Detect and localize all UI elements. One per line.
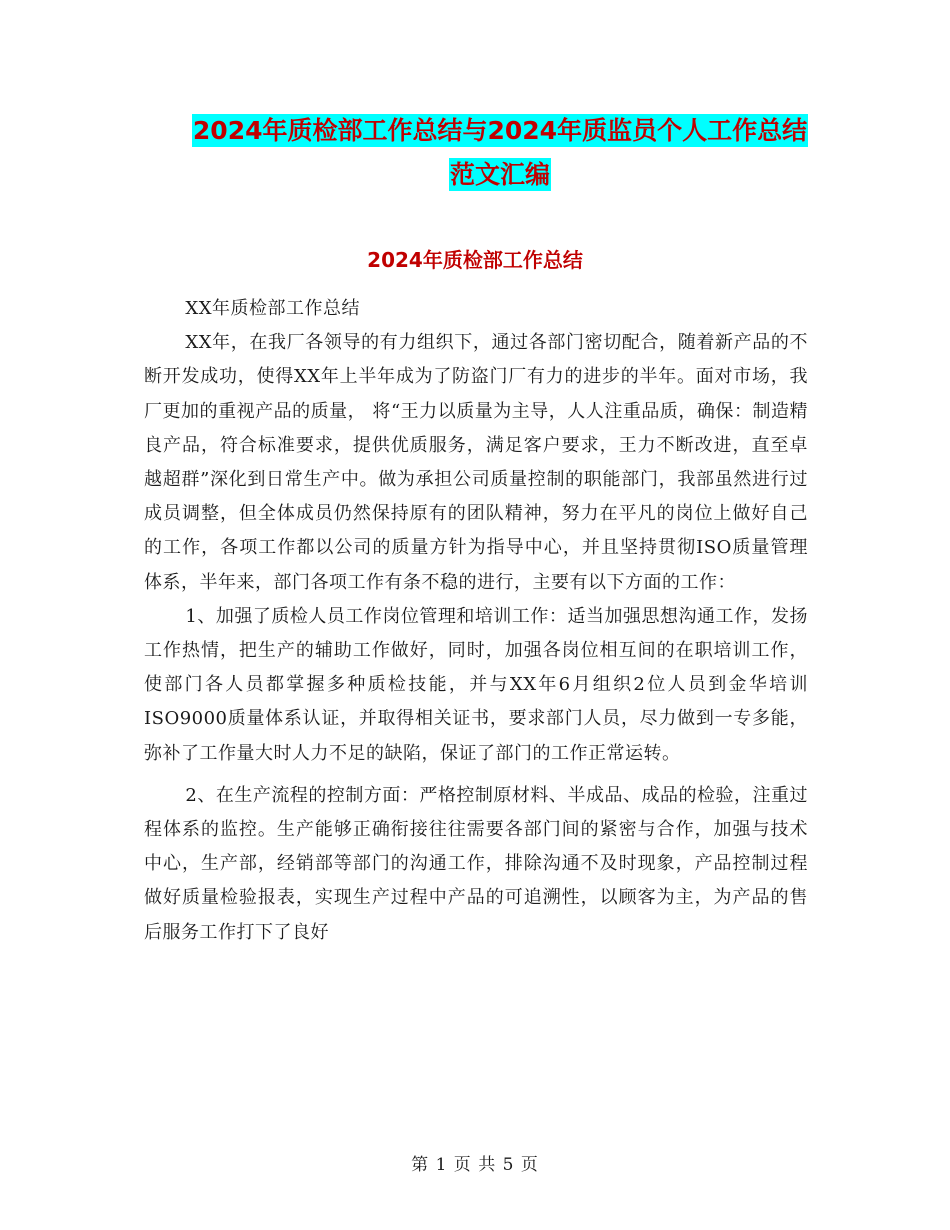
- document-body: [144, 292, 808, 950]
- paragraph-intro: XX年，在我厂各领导的有力组织下，通过各部门密切配合，随着新产品的不断开发成功，使得XX年上半年成为了防盗门厂有力的进步的半年。面对市场，我厂更加的重视产品的质量， 将“王力以质量为主导，人人注重品质，确保：制造精良产品，符合标准要求，提供优质服务，满足客户要求，王力不断改进，直至卓越超群”深化到日常生产中。做为承担公司质量控制的职能部门，我部虽然进行过成员调整，但全体成员仍然保持原有的团队精神，努力在平凡的岗位上做好自己的工作，各项工作都以公司的质量方针为指导中心，并且坚持贯彻ISO质量管理体系，半年来，部门各项工作有条不稳的进行，主要有以下方面的工作：: [144, 332, 808, 593]
- document-title-line2: [140, 154, 860, 196]
- paragraph-subtitle: XX年质检部工作总结: [185, 298, 361, 319]
- title-highlight: 范文汇编: [449, 160, 550, 189]
- document-title-line1: [140, 110, 860, 152]
- section-heading: 2024年质检部工作总结: [367, 248, 583, 272]
- title-highlight: 2024年质检部工作总结与2024年质监员个人工作总结: [192, 116, 808, 145]
- paragraph-item-2: 2、在生产流程的控制方面：严格控制原材料、半成品、成品的检验，注重过程体系的监控。生产能够正确衔接往往需要各部门间的紧密与合作，加强与技术中心，生产部，经销部等部门的沟通工作，排除沟通不及时现象，产品控制过程做好质量检验报表，实现生产过程中产品的可追溯性，以顾客为主，为产品的售后服务工作打下了良好: [144, 784, 808, 943]
- paragraph-item-1: 1、加强了质检人员工作岗位管理和培训工作：适当加强思想沟通工作，发扬工作热情，把生产的辅助工作做好，同时，加强各岗位相互间的在职培训工作，使部门各人员都掌握多种质检技能，并与XX年6月组织2位人员到金华培训ISO9000质量体系认证，并取得相关证书，要求部门人员，尽力做到一专多能，弥补了工作量大时人力不足的缺陷，保证了部门的工作正常运转。: [144, 605, 808, 764]
- page-footer: 第 1 页 共 5 页: [411, 1155, 539, 1175]
